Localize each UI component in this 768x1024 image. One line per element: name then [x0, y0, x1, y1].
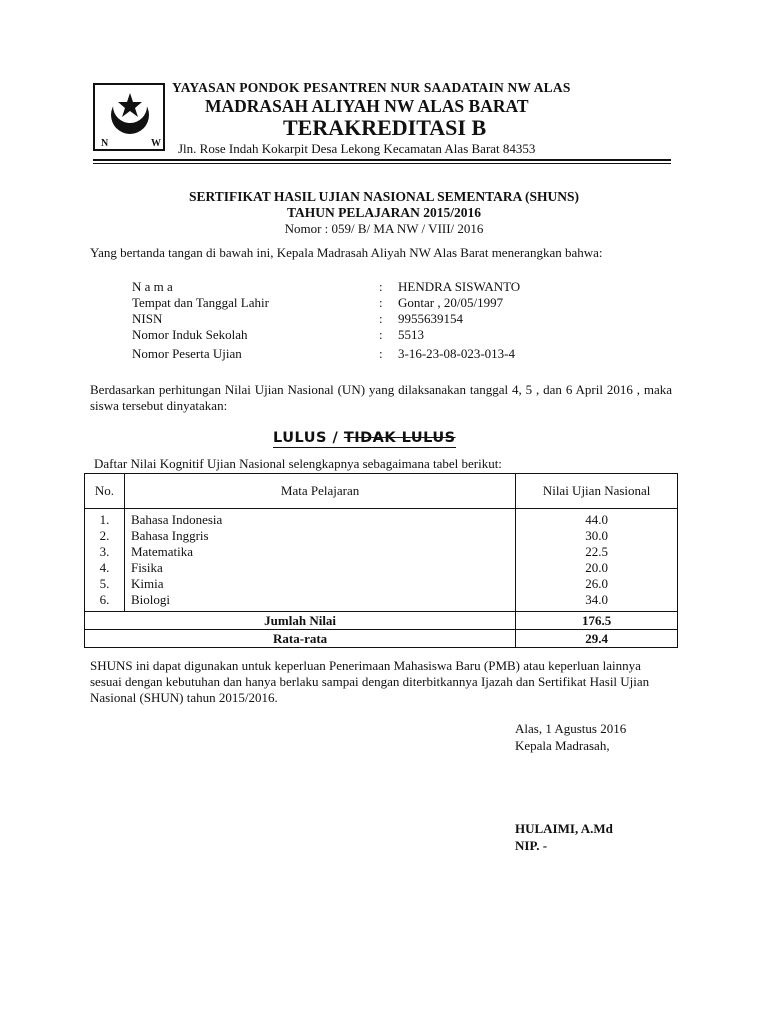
- table-row: [85, 509, 678, 528]
- row-subject: Kimia: [124, 575, 515, 591]
- result-underline: [273, 447, 456, 448]
- row-no: 2.: [85, 527, 125, 543]
- row-score: 26.0: [516, 575, 678, 591]
- birth-value: Gontar , 20/05/1997: [398, 295, 504, 310]
- separator: :: [379, 279, 383, 294]
- row-no: 5.: [85, 575, 125, 591]
- intro-paragraph: Yang bertanda tangan di bawah ini, Kepala Madrasah Aliyah NW Alas Barat menerangkan bahwa:: [90, 245, 603, 260]
- average-value: 29.4: [516, 630, 678, 648]
- school-id-label: Nomor Induk Sekolah: [132, 327, 248, 342]
- row-score: 30.0: [516, 527, 678, 543]
- table-row: [85, 543, 678, 559]
- separator: :: [379, 327, 383, 342]
- crescent-star-logo-icon: [95, 85, 163, 149]
- row-subject: Bahasa Indonesia: [124, 509, 515, 528]
- row-score: 22.5: [516, 543, 678, 559]
- row-subject: Biologi: [124, 591, 515, 612]
- name-label: N a m a: [132, 279, 173, 294]
- exam-number-value: 3-16-23-08-023-013-4: [398, 346, 515, 361]
- accreditation: TERAKREDITASI B: [283, 115, 487, 140]
- school-name: MADRASAH ALIYAH NW ALAS BARAT: [205, 96, 529, 116]
- signatory-nip: NIP. -: [515, 838, 548, 853]
- table-intro: Daftar Nilai Kognitif Ujian Nasional selengkapnya sebagaimana tabel berikut:: [94, 456, 502, 471]
- row-no: 6.: [85, 591, 125, 612]
- header-score: Nilai Ujian Nasional: [516, 474, 678, 509]
- statement-paragraph: Berdasarkan perhitungan Nilai Ujian Nasional (UN) yang dilaksanakan tanggal 4, 5 , dan 6 April 2016 , maka siswa tersebut dinyatakan:: [90, 382, 672, 413]
- header-subject: Mata Pelajaran: [124, 474, 515, 509]
- closing-paragraph: SHUNS ini dapat digunakan untuk keperluan Penerimaan Mahasiswa Baru (PMB) atau keperluan lainnya sesuai dengan kebutuhan dan hanya berlaku sampai dengan diterbitkannya Ijazah dan Sertifikat Hasil Ujian Nasional (SHUN) tahun 2015/2016.: [90, 658, 650, 705]
- table-row: [85, 575, 678, 591]
- fail-text-struck: TIDAK LULUS: [343, 430, 456, 446]
- school-address: Jln. Rose Indah Kokarpit Desa Lekong Kecamatan Alas Barat 84353: [178, 141, 536, 156]
- nisn-label: NISN: [132, 311, 163, 326]
- table-row: [85, 591, 678, 612]
- row-score: 34.0: [516, 591, 678, 612]
- pass-text: LULUS /: [273, 430, 339, 446]
- table-header-row: [85, 474, 678, 509]
- result-status: [273, 430, 456, 446]
- average-label: Rata-rata: [85, 630, 516, 648]
- row-score: 20.0: [516, 559, 678, 575]
- separator: :: [379, 295, 383, 310]
- logo-letter-w: W: [151, 138, 161, 149]
- birth-label: Tempat dan Tanggal Lahir: [132, 295, 269, 310]
- header-no: No.: [85, 474, 125, 509]
- separator: :: [379, 311, 383, 326]
- signatory-name: HULAIMI, A.Md: [515, 821, 613, 836]
- row-subject: Bahasa Inggris: [124, 527, 515, 543]
- letterhead-rule-thin: [93, 163, 671, 164]
- school-id-value: 5513: [398, 327, 424, 342]
- letterhead-rule-thick: [93, 159, 671, 161]
- separator: :: [379, 346, 383, 361]
- signature-position: Kepala Madrasah,: [515, 738, 610, 753]
- foundation-name: YAYASAN PONDOK PESANTREN NUR SAADATAIN NW ALAS: [172, 80, 571, 95]
- total-label: Jumlah Nilai: [85, 612, 516, 630]
- row-no: 1.: [85, 509, 125, 528]
- total-row: [85, 612, 678, 630]
- row-subject: Matematika: [124, 543, 515, 559]
- table-row: [85, 559, 678, 575]
- exam-number-label: Nomor Peserta Ujian: [132, 346, 242, 361]
- signature-place-date: Alas, 1 Agustus 2016: [515, 721, 627, 736]
- name-value: HENDRA SISWANTO: [398, 279, 521, 294]
- grades-table: [84, 473, 678, 648]
- certificate-title: SERTIFIKAT HASIL UJIAN NASIONAL SEMENTARA (SHUNS): [189, 189, 579, 204]
- row-score: 44.0: [516, 509, 678, 528]
- total-value: 176.5: [516, 612, 678, 630]
- row-no: 4.: [85, 559, 125, 575]
- average-row: [85, 630, 678, 648]
- academic-year: TAHUN PELAJARAN 2015/2016: [286, 205, 481, 220]
- school-logo: [93, 83, 165, 151]
- logo-letter-n: N: [101, 138, 109, 149]
- nisn-value: 9955639154: [398, 311, 463, 326]
- certificate-number: Nomor : 059/ B/ MA NW / VIII/ 2016: [284, 221, 484, 236]
- table-row: [85, 527, 678, 543]
- row-no: 3.: [85, 543, 125, 559]
- row-subject: Fisika: [124, 559, 515, 575]
